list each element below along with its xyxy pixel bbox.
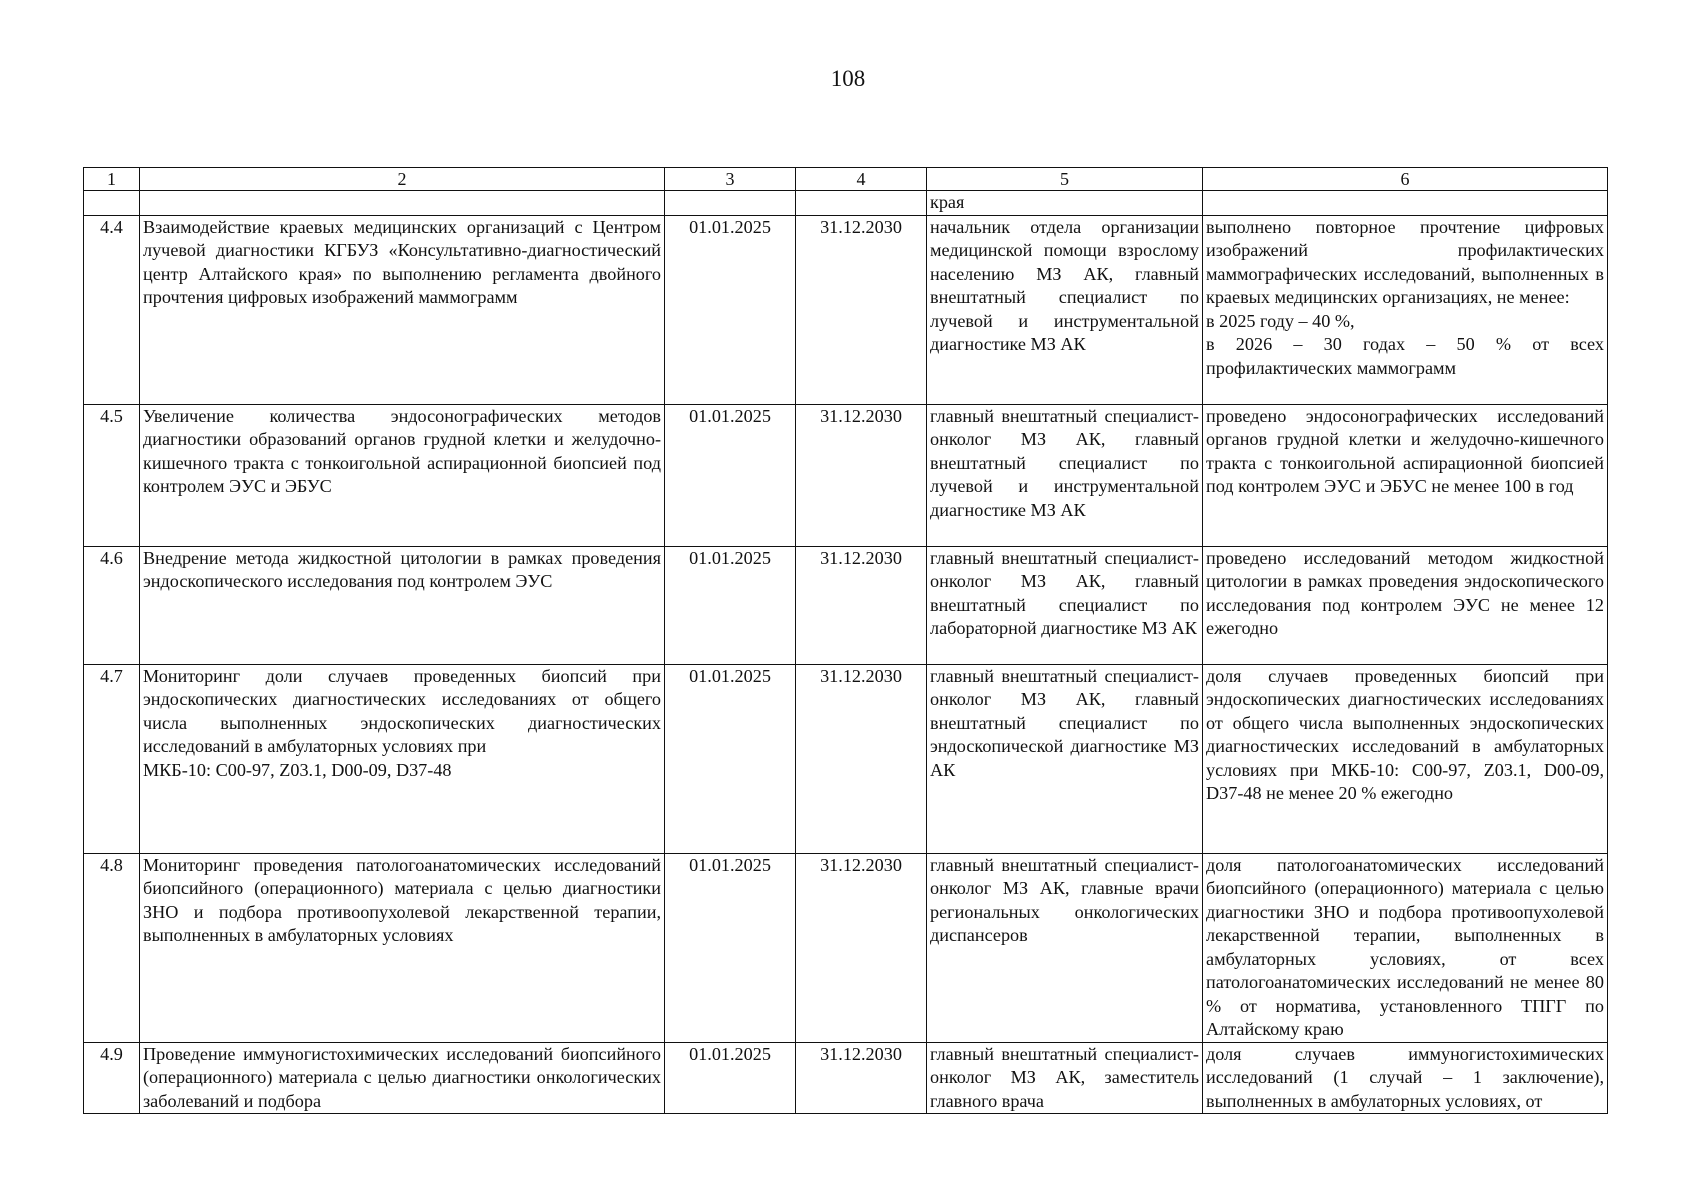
- cell-result: [1203, 215, 1608, 404]
- cell-result: [1203, 191, 1608, 216]
- cell-start-date: 01.01.2025: [665, 1042, 796, 1114]
- cell-num: 4.6: [84, 546, 140, 664]
- column-header-5: 5: [927, 168, 1203, 191]
- cell-start-date: 01.01.2025: [665, 546, 796, 664]
- cell-responsible: главный внештатный специалист-онколог МЗ АК, главный внештатный специалист по эндоскопической диагностике МЗ АК: [927, 664, 1203, 853]
- cell-end-date: 31.12.2030: [796, 404, 927, 546]
- column-header-3: 3: [665, 168, 796, 191]
- cell-responsible: начальник отдела организации медицинской помощи взрослому населению МЗ АК, главный внештатный специалист по лучевой и инструментальной диагностике МЗ АК: [927, 215, 1203, 404]
- cell-responsible: главный внештатный специалист-онколог МЗ АК, заместитель главного врача: [927, 1042, 1203, 1114]
- cell-num: 4.4: [84, 215, 140, 404]
- cell-result: доля патологоанатомических исследований биопсийного (операционного) материала с целью диагностики ЗНО и подбора противоопухолевой лекарственной терапии, выполненных в амбулаторных условиях, от всех патологоанатомических исследований не менее 80 % от норматива, установленного ТПГГ по Алтайскому краю: [1203, 853, 1608, 1042]
- column-header-1: 1: [84, 168, 140, 191]
- cell-action: [140, 191, 665, 216]
- table-row: [84, 404, 1608, 546]
- plan-table: [83, 167, 1608, 1114]
- cell-end-date: [796, 191, 927, 216]
- cell-action: Увеличение количества эндосонографических методов диагностики образований органов грудной клетки и желудочно-кишечного тракта с тонкоигольной аспирационной биопсией под контролем ЭУС и ЭБУС: [140, 404, 665, 546]
- result-line: в 2026 – 30 годах – 50 % от всех профилактических маммограмм: [1206, 334, 1604, 378]
- cell-result: проведено эндосонографических исследований органов грудной клетки и желудочно-кишечного тракта с тонкоигольной аспирационной биопсией под контролем ЭУС и ЭБУС не менее 100 в год: [1203, 404, 1608, 546]
- cell-num: 4.8: [84, 853, 140, 1042]
- table-row: [84, 546, 1608, 664]
- cell-end-date: 31.12.2030: [796, 853, 927, 1042]
- cell-action: Внедрение метода жидкостной цитологии в рамках проведения эндоскопического исследования под контролем ЭУС: [140, 546, 665, 664]
- cell-num: [84, 191, 140, 216]
- cell-action: Проведение иммуногистохимических исследований биопсийного (операционного) материала с целью диагностики онкологических заболеваний и подбора: [140, 1042, 665, 1114]
- table-row: [84, 664, 1608, 853]
- cell-num: 4.9: [84, 1042, 140, 1114]
- cell-responsible: главный внештатный специалист-онколог МЗ АК, главный внештатный специалист по лучевой и инструментальной диагностике МЗ АК: [927, 404, 1203, 546]
- column-header-4: 4: [796, 168, 927, 191]
- cell-start-date: 01.01.2025: [665, 853, 796, 1042]
- cell-responsible: главный внештатный специалист-онколог МЗ АК, главные врачи региональных онкологических диспансеров: [927, 853, 1203, 1042]
- column-header-6: 6: [1203, 168, 1608, 191]
- cell-end-date: 31.12.2030: [796, 546, 927, 664]
- cell-num: 4.5: [84, 404, 140, 546]
- action-text: Мониторинг доли случаев проведенных биопсий при эндоскопических диагностических исследованиях от общего числа выполненных эндоскопических диагностических исследований в амбулаторных условиях при: [143, 665, 661, 756]
- table-header-row: [84, 168, 1608, 191]
- cell-end-date: 31.12.2030: [796, 1042, 927, 1114]
- result-line: в 2025 году – 40 %,: [1206, 310, 1355, 331]
- cell-action: [140, 664, 665, 853]
- cell-result: доля случаев иммуногистохимических исследований (1 случай – 1 заключение), выполненных в амбулаторных условиях, от: [1203, 1042, 1608, 1114]
- cell-start-date: 01.01.2025: [665, 404, 796, 546]
- cell-responsible: главный внештатный специалист-онколог МЗ АК, главный внештатный специалист по лабораторной диагностике МЗ АК: [927, 546, 1203, 664]
- result-text: выполнено повторное прочтение цифровых изображений профилактических маммографических исследований, выполненных в краевых медицинских организациях, не менее:: [1206, 216, 1604, 307]
- cell-start-date: 01.01.2025: [665, 215, 796, 404]
- cell-action: Мониторинг проведения патологоанатомических исследований биопсийного (операционного) материала с целью диагностики ЗНО и подбора противоопухолевой лекарственной терапии, выполненных в амбулаторных условиях: [140, 853, 665, 1042]
- table-row: [84, 853, 1608, 1042]
- action-code-line: МКБ-10: C00-97, Z03.1, D00-09, D37-48: [143, 759, 452, 780]
- page-number: 108: [830, 66, 866, 91]
- cell-responsible: края: [927, 191, 1203, 216]
- cell-num: 4.7: [84, 664, 140, 853]
- table-row: [84, 215, 1608, 404]
- cell-end-date: 31.12.2030: [796, 215, 927, 404]
- cell-result: доля случаев проведенных биопсий при эндоскопических диагностических исследованиях от общего числа выполненных эндоскопических диагностических исследований в амбулаторных условиях при МКБ-10: C00-97, Z03.1, D00-09, D37-48 не менее 20 % ежегодно: [1203, 664, 1608, 853]
- table-row-continuation: [84, 191, 1608, 216]
- cell-start-date: [665, 191, 796, 216]
- column-header-2: 2: [140, 168, 665, 191]
- cell-end-date: 31.12.2030: [796, 664, 927, 853]
- cell-start-date: 01.01.2025: [665, 664, 796, 853]
- cell-result: проведено исследований методом жидкостной цитологии в рамках проведения эндоскопического исследования под контролем ЭУС не менее 12 ежегодно: [1203, 546, 1608, 664]
- table-row: [84, 1042, 1608, 1114]
- cell-action: Взаимодействие краевых медицинских организаций с Центром лучевой диагностики КГБУЗ «Консультативно-диагностический центр Алтайского края» по выполнению регламента двойного прочтения цифровых изображений маммограмм: [140, 215, 665, 404]
